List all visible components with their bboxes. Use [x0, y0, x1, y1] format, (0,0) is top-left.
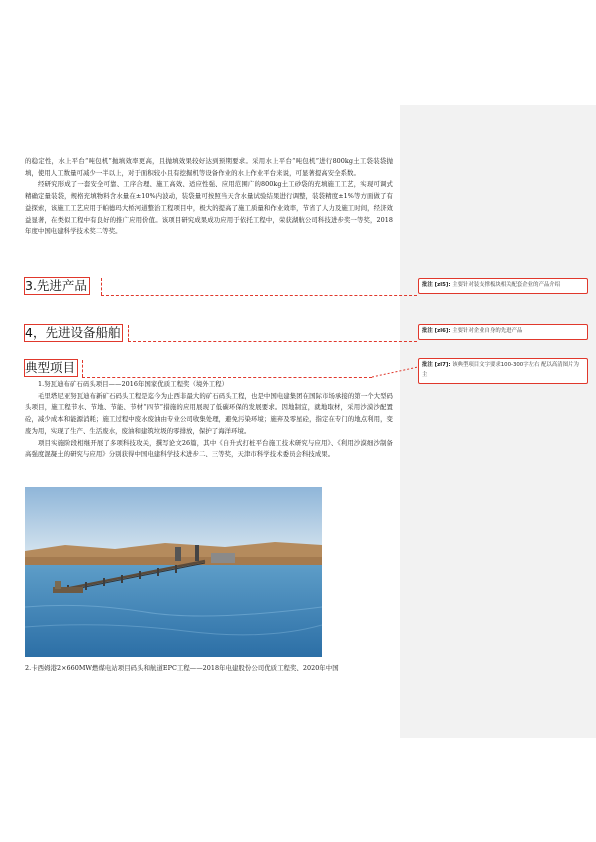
comment-zl7[interactable]: [418, 358, 588, 384]
project-2-text: [25, 663, 393, 675]
comment-label: 批注 [zl5]:: [422, 282, 451, 288]
comment-connector-7-diagonal: [372, 366, 420, 380]
comment-zl6[interactable]: [418, 324, 588, 340]
comment-anchor-mark: [82, 360, 83, 377]
comment-label: 批注 [zl7]:: [422, 362, 451, 368]
project-1-text: [25, 379, 393, 461]
comment-anchor-mark: [101, 278, 102, 295]
project-1-paragraph-2: 项目实施阶段相继开展了多项科技攻关，撰写论文26篇，其中《自升式打桩平台施工技术研究与应用》、《利用沙漠细沙制备高强度混凝土的研究与应用》分别获得中国电建科学技术进步二、三等奖，天津市科学技术委员会科技成果。: [25, 438, 393, 459]
comment-zl5[interactable]: [418, 278, 588, 294]
intro-text: [25, 156, 393, 238]
intro-paragraph-1: 的稳定性，水上平台“吨包机”抛填效率更高，且抛填效果较好达到预期要求。采用水上平台“吨包机”进行800kg土工袋装袋抛填，使用人工数量可减少一半以上，对于面积较小且有挖掘机等设备作业的水上作业平台来说，可显著提高安全系数。: [25, 157, 393, 177]
comment-text: 该典型项目文字要求100-300字左右 配以高清图片为主: [422, 362, 579, 378]
comment-label: 批注 [zl6]:: [422, 328, 451, 334]
intro-paragraph-2: 经研究形成了一套安全可靠、工序合理、施工高效、适应性强、应用范围广的800kg土工砂袋的充填施工工艺，实现可调式精确定量装袋，规格充填物料含水量在±10%内波动，装袋量可按照当天含水量试验结果进行调整，装袋精度±1%等方面做了有益探索，该施工工艺应用于帕德玛大桥河道整治工程项目中，极大的提高了施工质量和作业效率，节省了人力及施工时间，经济效益显著，在类似工程中有良好的推广应用价值。该项目研究成果成功应用于依托工程中，荣获湖航公司科技进步奖一等奖，2018年度中国电建科学技术奖二等奖。: [25, 180, 393, 236]
comment-connector-6: [128, 341, 417, 342]
project-1-paragraph-1: 毛里塔尼亚努瓦迪布新矿石码头工程是迄今为止西非最大的矿石码头工程，也是中国电建集团在国际市场承接的第一个大型码头项目，施工程节水、节地、节能、节材“四节”措施的应用展现了低碳环保的发展要求。因地制宜，就地取材，采用沙漠沙配置砼，减少成本和能源消耗；施工过程中废水废油由专业公司收集处理，避免污染环境；施弃及零星砼，指定在专门的地点利用，变废为用，实现了生产、生活废水，废油和建筑垃圾的零排放，保护了海洋环境。: [25, 391, 393, 435]
heading-advanced-products: 3.先进产品: [25, 278, 87, 293]
comment-text: 主要针对企业自身的先进产品: [452, 328, 523, 334]
heading-advanced-equipment: 4，先进设备船舶: [25, 325, 121, 340]
comment-pane: [400, 105, 596, 738]
project-2-title: 2.卡西姆港2×660MW燃煤电站项目码头和航道EPC工程——2018年电建股份公司优质工程奖、2020年中国: [25, 664, 339, 672]
comment-text: 主要针对装支撑板块相关配套企业的产品介绍: [452, 282, 561, 288]
project-1-title: 1.努瓦迪布矿石码头项目——2016年国家优质工程奖（境外工程）: [38, 380, 229, 388]
comment-connector-5: [101, 295, 417, 296]
comment-connector-7a: [82, 377, 372, 378]
heading-typical-projects: 典型项目: [25, 360, 76, 375]
comment-anchor-mark: [128, 325, 129, 341]
port-photo: [25, 487, 322, 657]
